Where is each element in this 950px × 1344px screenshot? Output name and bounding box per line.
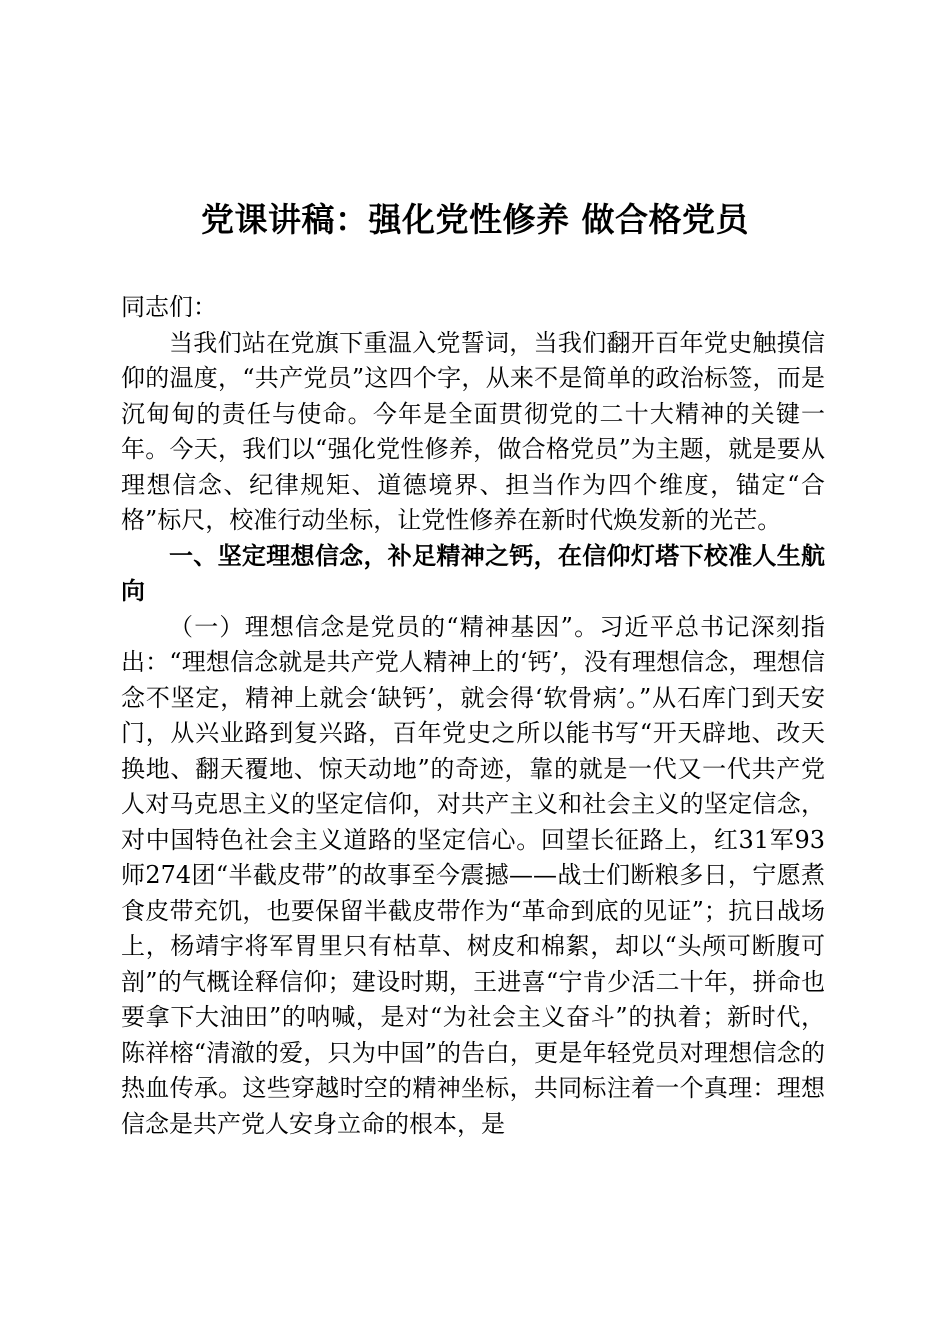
- salutation: 同志们：: [121, 293, 217, 321]
- document-body: [121, 290, 825, 1142]
- section-heading-1: 一、坚定理想信念，补足精神之钙，在信仰灯塔下校准人生航向: [121, 541, 825, 605]
- intro-paragraph: 当我们站在党旗下重温入党誓词，当我们翻开百年党史触摸信仰的温度，“共产党员”这四个字，从来不是简单的政治标签，而是沉甸甸的责任与使命。今年是全面贯彻党的二十大精神的关键一年。今天，我们以“强化党性修养，做合格党员”为主题，就是要从理想信念、纪律规矩、道德境界、担当作为四个维度，锚定“合格”标尺，校准行动坐标，让党性修养在新时代焕发新的光芒。: [121, 328, 825, 534]
- body-paragraph: （一）理想信念是党员的“精神基因”。习近平总书记深刻指出：“理想信念就是共产党人精神上的‘钙’，没有理想信念，理想信念不坚定，精神上就会‘缺钙’，就会得‘软骨病’。”从石库门到天安门，从兴业路到复兴路，百年党史之所以能书写“开天辟地、改天换地、翻天覆地、惊天动地”的奇迹，靠的就是一代又一代共产党人对马克思主义的坚定信仰，对共产主义和社会主义的坚定信念，对中国特色社会主义道路的坚定信心。回望长征路上，红31军93师274团“半截皮带”的故事至今震撼——战士们断粮多日，宁愿煮食皮带充饥，也要保留半截皮带作为“革命到底的见证”；抗日战场上，杨靖宇将军胃里只有枯草、树皮和棉絮，却以“头颅可断腹可剖”的气概诠释信仰；建设时期，王进喜“宁肯少活二十年，拼命也要拿下大油田”的呐喊，是对“为社会主义奋斗”的执着；新时代，陈祥榕“清澈的爱，只为中国”的告白，更是年轻党员对理想信念的热血传承。这些穿越时空的精神坐标，共同标注着一个真理：理想信念是共产党人安身立命的根本，是: [121, 612, 825, 1138]
- document-title: 党课讲稿：强化党性修养 做合格党员: [201, 200, 749, 239]
